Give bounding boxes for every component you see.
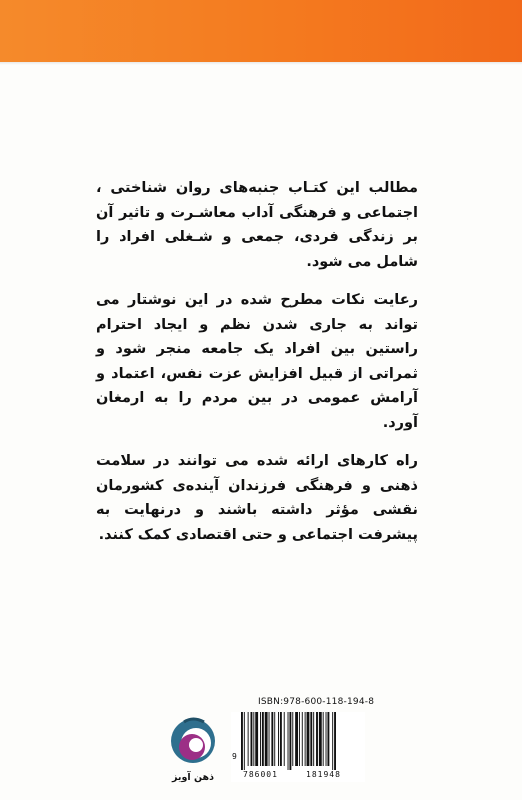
barcode-bar <box>332 712 333 770</box>
barcode-bar <box>265 712 268 766</box>
barcode-bar <box>241 712 243 770</box>
publisher-name: ذهن آویز <box>172 772 214 783</box>
barcode-bar <box>310 712 312 766</box>
paragraph-1: مطالب این کتـاب جنبه‌های روان شناختی ، اجتماعی و فرهنگی آداب معاشـرت و تاثیر آن بر زندگی فردی، جمعی و شـغلی افراد را شامل می شود. <box>96 180 418 270</box>
barcode-bar <box>284 712 285 766</box>
barcode-bar <box>323 712 324 766</box>
barcode-bar <box>248 712 249 766</box>
barcode-bar <box>326 712 327 766</box>
barcode-digits-group-1: 786001 <box>243 770 278 779</box>
barcode-bar <box>289 712 291 770</box>
barcode-bar <box>316 712 318 766</box>
barcode-bar <box>280 712 282 766</box>
isbn-text: ISBN:978-600-118-194-8 <box>258 697 375 707</box>
barcode-bar <box>251 712 253 766</box>
barcode-bar <box>305 712 306 766</box>
barcode-bar <box>255 712 258 766</box>
barcode-bar <box>262 712 264 766</box>
orange-top-band <box>0 0 522 62</box>
barcode-bar <box>313 712 314 766</box>
barcode-bar <box>288 712 289 770</box>
paragraph-2: رعایت نکات مطرح شده در این نوشتار می تواند به جاری شدن نظم و ایجاد احترام راستین بین افراد یک جامعه منجر شود و ثمراتی از قبیل افزایش عزت نفس، اعتماد و آرامش عمومی در بین مردم را به ارمغان آورد. <box>96 292 418 431</box>
barcode-bar <box>307 712 310 766</box>
barcode-bar <box>334 712 336 770</box>
barcode-bar <box>260 712 261 766</box>
barcode-bar <box>292 712 293 766</box>
barcode-bar <box>295 712 298 766</box>
barcode-bar <box>274 712 275 766</box>
cover-description <box>96 176 418 561</box>
barcode-bar <box>271 712 273 766</box>
barcode-bar <box>302 712 303 766</box>
barcode-bar <box>319 712 322 766</box>
barcode-bar <box>244 712 245 770</box>
paragraph-3: راه کارهای ارائه شده می توانند در سلامت ذهنی و فرهنگی فرزندان آینده‌ی کشورمان نقشی مؤثر داشته باشند و درنهایت به پیشرفت اجتماعی و حتی اقتصادی کمک کنند. <box>96 453 418 543</box>
barcode-bar <box>278 712 279 766</box>
barcode-bar <box>253 712 254 766</box>
barcode-bar <box>299 712 300 766</box>
barcode-digits-group-2: 181948 <box>306 770 341 779</box>
barcode-bar <box>327 712 329 766</box>
barcode-bar <box>269 712 270 766</box>
barcode-left-digit: 9 <box>232 752 237 761</box>
